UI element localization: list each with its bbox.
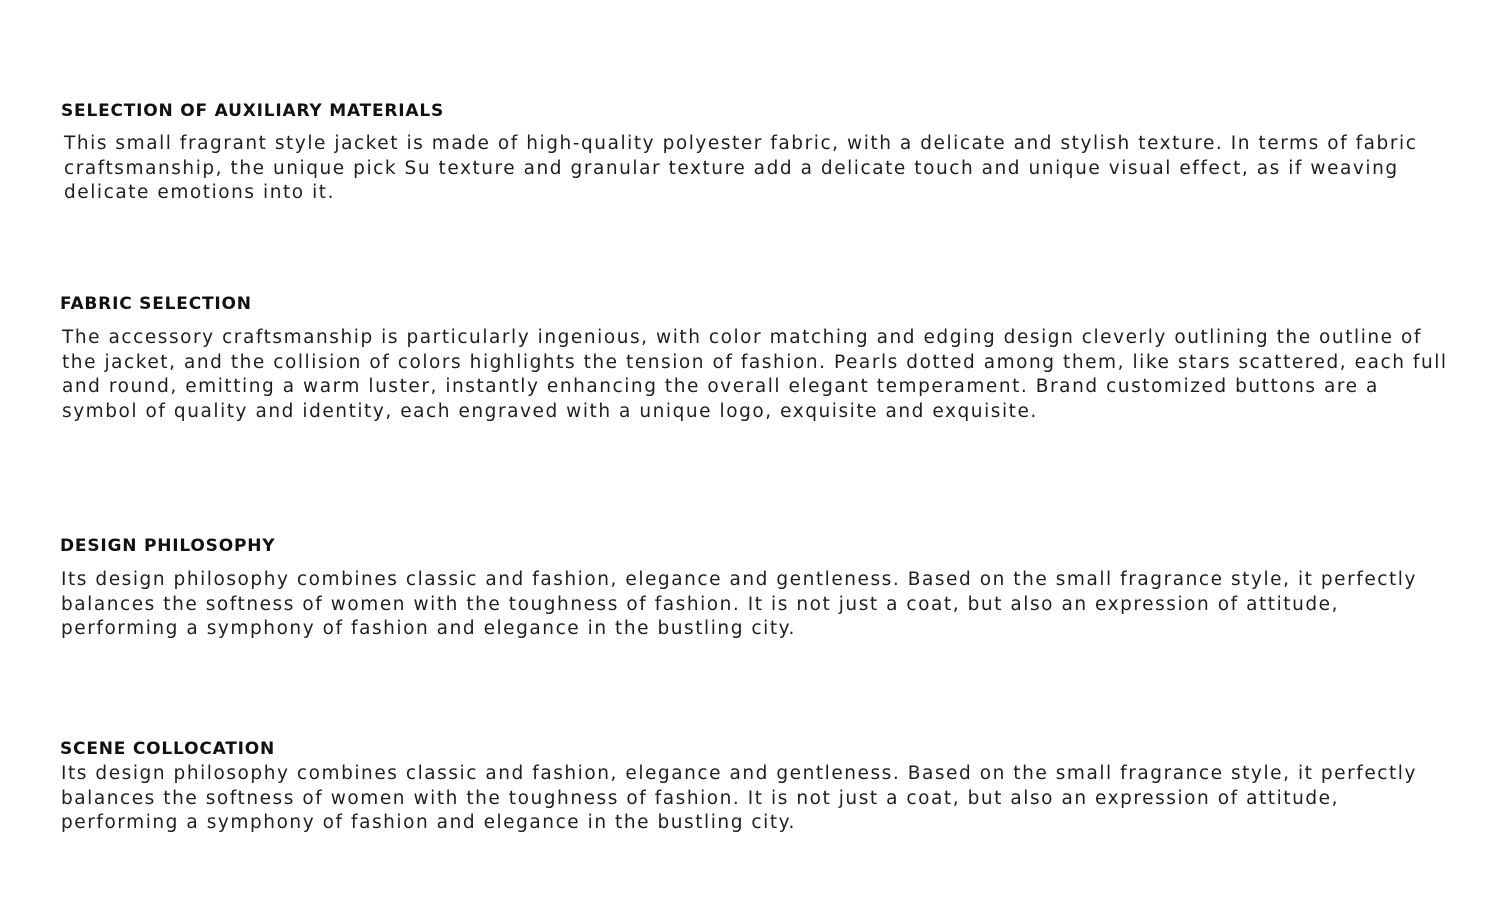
section-design-philosophy — [60, 536, 1461, 642]
body-line: emotions into it. — [157, 182, 336, 203]
body-line: jacket, and the collision of colors highlights the tension of fashion. Pearls dotted among them, like stars scattered, each full and — [62, 351, 1448, 397]
section-heading: FABRIC SELECTION — [60, 294, 252, 314]
section-body — [61, 568, 1461, 642]
section-body — [64, 132, 1484, 206]
section-auxiliary-materials — [61, 101, 1484, 206]
body-line: balances the softness of women with the toughness of fashion. It is not just a coat, but also an expression of attitude, performing — [61, 593, 1340, 639]
body-line: round, emitting a warm luster, instantly enhancing the overall elegant temperament. Brand customized buttons are a symbol of — [62, 376, 1379, 422]
body-line: The accessory craftsmanship is particularly ingenious, with color matching and edging design cleverly outlining the outline of the — [62, 327, 1422, 373]
body-line: balances the softness of women with the toughness of fashion. It is not just a coat, but also an expression of attitude, performing — [61, 787, 1340, 833]
body-line: Its design philosophy combines classic and fashion, elegance and gentleness. Based on the small fragrance style, it perfectly — [61, 569, 1417, 590]
body-line: a symphony of fashion and elegance in the bustling city. — [186, 812, 796, 833]
body-line: craftsmanship, the unique pick Su texture and granular texture add a delicate touch and unique visual effect, as if weaving delicate — [64, 157, 1399, 203]
body-line: a symphony of fashion and elegance in the bustling city. — [186, 618, 796, 639]
section-heading: SELECTION OF AUXILIARY MATERIALS — [61, 101, 445, 121]
section-heading: DESIGN PHILOSOPHY — [60, 536, 276, 556]
section-heading: SCENE COLLOCATION — [60, 739, 276, 759]
section-scene-collocation — [60, 739, 1461, 836]
body-line: quality and identity, each engraved with a unique logo, exquisite and exquisite. — [173, 400, 1038, 422]
body-line: This small fragrant style jacket is made of high-quality polyester fabric, with a delicate and stylish texture. In terms of fabric — [64, 133, 1418, 154]
section-body — [62, 326, 1462, 424]
section-body — [61, 762, 1461, 836]
body-line: Its design philosophy combines classic and fashion, elegance and gentleness. Based on the small fragrance style, it perfectly — [61, 763, 1417, 784]
section-fabric-selection — [60, 294, 1462, 424]
